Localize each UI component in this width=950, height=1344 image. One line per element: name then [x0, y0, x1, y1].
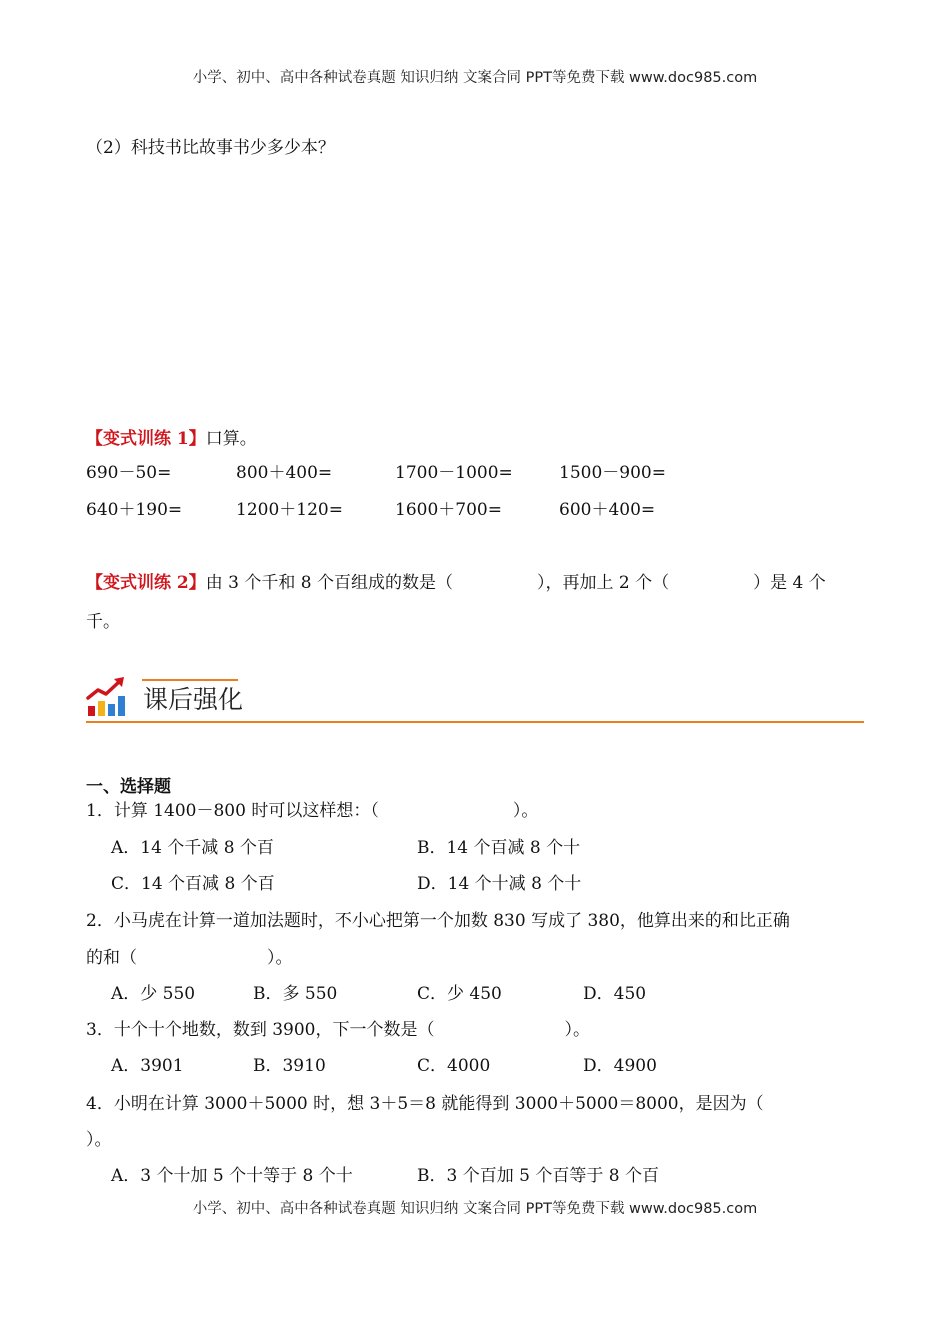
q1-stem [86, 800, 538, 822]
section-divider [86, 721, 864, 723]
section-title: 课后强化 [143, 685, 244, 714]
train-1-tag: 【变式训练 1】 [86, 429, 206, 449]
icon-bar-2 [98, 701, 105, 716]
train-2-line1 [86, 572, 826, 594]
q2-option-d[interactable]: D．450 [583, 984, 647, 1004]
train-2-part3: ）是 4 个 [753, 573, 826, 593]
q3-option-a[interactable]: A．3901 [111, 1056, 184, 1076]
icon-bar-1 [88, 706, 95, 716]
q4-option-b[interactable]: B．3 个百加 5 个百等于 8 个百 [417, 1166, 659, 1186]
q2-line1: 2．小马虎在计算一道加法题时，不小心把第一个加数 830 写成了 380，他算出来的和比正确 [86, 911, 790, 931]
q3-stem-b: ）。 [564, 1020, 590, 1040]
q4-line2: ）。 [86, 1130, 112, 1150]
q3-option-c[interactable]: C．4000 [417, 1056, 491, 1076]
calc-2-1: 640＋190= [86, 500, 183, 520]
calc-1-4: 1500－900= [559, 463, 666, 483]
q3-option-b[interactable]: B．3910 [253, 1056, 326, 1076]
train-1-heading [86, 428, 257, 450]
train-1-instruction: 口算。 [205, 429, 257, 449]
calc-1-2: 800＋400= [236, 463, 333, 483]
choice-heading: 一、选择题 [86, 777, 171, 797]
train-2-tag: 【变式训练 2】 [86, 573, 206, 593]
q1-stem-a: 1．计算 1400－800 时可以这样想：（ [86, 801, 379, 821]
page-footer: 小学、初中、高中各种试卷真题 知识归纳 文案合同 PPT等免费下载 www.doc985.com [192, 1201, 758, 1217]
q2-line2-b: ）。 [267, 948, 293, 968]
q1-option-c[interactable]: C．14 个百减 8 个百 [111, 874, 275, 894]
q1-stem-b: ）。 [512, 801, 539, 821]
calc-2-2: 1200＋120= [236, 500, 343, 520]
chart-growth-icon [86, 676, 128, 718]
calc-2-3: 1600＋700= [395, 500, 502, 520]
q2-option-a[interactable]: A．少 550 [111, 984, 196, 1004]
calc-1-3: 1700－1000= [395, 463, 513, 483]
q1-option-d[interactable]: D．14 个十减 8 个十 [417, 874, 582, 894]
q2-line2-a: 的和（ [86, 948, 137, 968]
q4-line1: 4．小明在计算 3000＋5000 时，想 3＋5＝8 就能得到 3000＋5000＝8000，是因为（ [86, 1094, 764, 1114]
train-2-part1: 由 3 个千和 8 个百组成的数是（ [205, 573, 453, 593]
train-2-part2: ），再加上 2 个（ [537, 573, 670, 593]
q3-stem-a: 3．十个十个地数，数到 3900，下一个数是（ [86, 1020, 435, 1040]
q1-option-a[interactable]: A．14 个千减 8 个百 [111, 838, 274, 858]
calc-2-4: 600＋400= [559, 500, 656, 520]
calc-1-1: 690－50= [86, 463, 172, 483]
q2-line2 [86, 947, 293, 969]
q2-option-b[interactable]: B．多 550 [253, 984, 338, 1004]
q3-option-d[interactable]: D．4900 [583, 1056, 657, 1076]
q3-stem [86, 1019, 590, 1041]
train-2-line2: 千。 [86, 612, 120, 632]
icon-trend-line [88, 681, 120, 698]
q4-option-a[interactable]: A．3 个十加 5 个十等于 8 个十 [111, 1166, 353, 1186]
icon-bar-4 [118, 696, 125, 716]
q1-option-b[interactable]: B．14 个百减 8 个十 [417, 838, 581, 858]
q2-option-c[interactable]: C．少 450 [417, 984, 502, 1004]
icon-bar-3 [108, 704, 115, 716]
page-header: 小学、初中、高中各种试卷真题 知识归纳 文案合同 PPT等免费下载 www.doc985.com [192, 70, 758, 86]
question-2-text: （2）科技书比故事书少多少本？ [86, 138, 335, 158]
